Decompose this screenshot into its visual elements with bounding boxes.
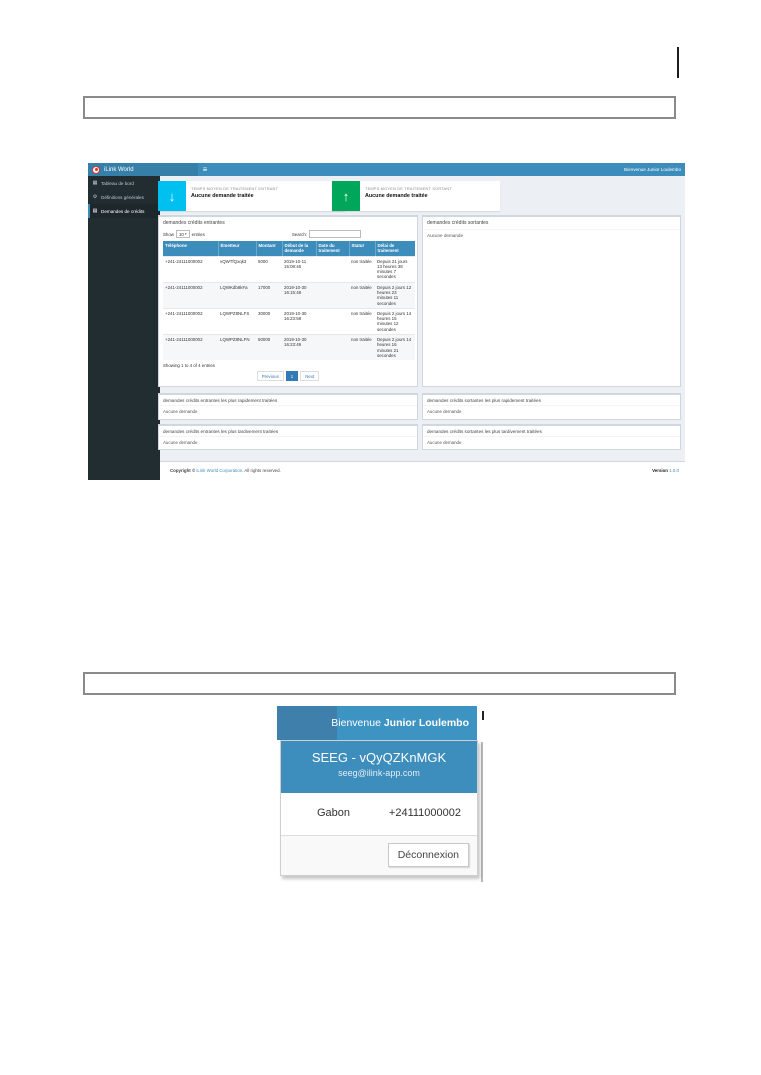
welcome-prefix: Bienvenue: [331, 717, 384, 729]
sidebar-item-label: Demandes de crédits: [101, 208, 145, 214]
account-country: Gabon: [317, 807, 351, 819]
gear-icon: ⚙: [92, 194, 98, 200]
outgoing-requests-panel: [422, 215, 681, 387]
cell-emitter: LQWKdb8kFa: [218, 282, 256, 308]
credit-card-icon: ▤: [92, 208, 98, 214]
cell-delay: Depuis 2 jours 14 heures 15 minutes 12 secondes: [375, 308, 415, 334]
show-label: Show: [163, 231, 174, 237]
col-header-date-traitement[interactable]: Date du traitement: [316, 241, 349, 256]
cell-emitter: LQWPZ8NLFS: [218, 308, 256, 334]
cell-processed: [316, 256, 349, 282]
cell-processed: [316, 334, 349, 360]
entries-length-control: [163, 230, 205, 238]
cell-status: non traitée: [349, 334, 375, 360]
col-header-debut[interactable]: Début de la demande: [282, 241, 316, 256]
panel-title: demandes crédits sortantes les plus rapidement traitées: [427, 397, 541, 403]
search-input[interactable]: [309, 230, 361, 238]
pagination-page-1[interactable]: 1: [286, 371, 298, 381]
card-value: Aucune demande traitée: [365, 192, 428, 199]
slowest-incoming-panel: [158, 424, 418, 450]
incoming-requests-panel: [158, 215, 418, 387]
cell-delay: Depuis 2 jours 12 heures 23 minutes 11 secondes: [375, 282, 415, 308]
col-header-emetteur[interactable]: Émetteur: [218, 241, 256, 256]
cell-phone: +241-24111000002: [163, 308, 218, 334]
col-header-montant[interactable]: Montant: [256, 241, 282, 256]
account-name: SEEG - vQyQZKnMGK: [311, 750, 447, 765]
col-header-delai[interactable]: Délai de traitement: [375, 241, 415, 256]
empty-message: Aucune demande: [159, 436, 417, 447]
account-body: [281, 793, 477, 835]
cell-amount: 17000: [256, 282, 282, 308]
fastest-outgoing-panel: [422, 393, 681, 420]
account-email: seeg@ilink-app.com: [338, 768, 420, 778]
col-header-telephone[interactable]: Téléphone: [163, 241, 218, 256]
up-arrow-icon: ↑: [332, 181, 360, 211]
cell-start: 2019-10-11 15:08:46: [282, 256, 316, 282]
sidebar-item-demandes-de-credits[interactable]: [88, 204, 160, 218]
caption-box-1: [83, 96, 676, 119]
version-text: [652, 468, 679, 473]
sidebar-item-label: Définitions générales: [101, 194, 144, 200]
brand-name: iLink World: [104, 166, 134, 173]
cell-start: 2019-10-30 16:23:58: [282, 308, 316, 334]
table-showing-info: Showing 1 to 4 of 4 entries: [163, 363, 215, 369]
dashboard-footer: [160, 461, 685, 480]
search-label: Search:: [291, 231, 307, 237]
cell-phone: +241-24111000002: [163, 256, 218, 282]
account-phone: +24111000002: [388, 807, 461, 819]
top-navbar: [88, 163, 685, 176]
cell-phone: +241-24111000002: [163, 282, 218, 308]
version-value: 1.0.0: [669, 468, 679, 473]
panel-title: demandes crédits entrantes les plus rapidement traitées: [163, 397, 278, 403]
version-label: Version: [652, 468, 668, 473]
caption-box-2: [83, 672, 676, 695]
sidebar-item-label: Tableau de bord: [101, 180, 134, 186]
empty-message: Aucune demande: [423, 229, 680, 241]
table-row[interactable]: [163, 282, 415, 308]
pagination-next-button[interactable]: Next: [300, 371, 319, 381]
navbar-welcome-text[interactable]: [331, 706, 469, 740]
cell-start: 2019-10-30 16:23:49: [282, 334, 316, 360]
table-row[interactable]: [163, 308, 415, 334]
panel-title: demandes crédits entrantes: [163, 220, 225, 226]
cell-emitter: LQWPZ8NLFN: [218, 334, 256, 360]
card-title: TEMPS MOYEN DE TRAITEMENT ENTRANT: [191, 186, 279, 191]
table-search-control: [292, 230, 361, 238]
table-row[interactable]: [163, 334, 415, 360]
fastest-incoming-panel: [158, 393, 418, 420]
sidebar-item-definitions-generales[interactable]: [88, 190, 160, 204]
cell-delay: Depuis 2 jours 14 heures 16 minutes 21 secondes: [375, 334, 415, 360]
dropdown-footer: [281, 835, 477, 876]
scrollbar-tick: [482, 711, 484, 720]
company-link[interactable]: iLink World Corporation: [196, 468, 243, 473]
cell-amount: 50000: [256, 334, 282, 360]
cell-processed: [316, 282, 349, 308]
entries-label: entries: [191, 231, 205, 237]
navbar-welcome-text[interactable]: Bienvenue Junior Loulembo: [624, 167, 681, 172]
cell-status: non traitée: [349, 282, 375, 308]
cell-delay: Depuis 21 jours 13 heures 38 minutes 7 secondes: [375, 256, 415, 282]
cell-amount: 5000: [256, 256, 282, 282]
outgoing-average-card: [332, 181, 500, 211]
cell-status: non traitée: [349, 256, 375, 282]
panel-title: demandes crédits sortantes les plus tardivement traitées: [427, 428, 542, 434]
welcome-user-name: Junior Loulembo: [383, 717, 469, 729]
copyright-text: [170, 468, 281, 473]
logout-button[interactable]: Déconnexion: [388, 843, 469, 867]
entries-select[interactable]: [176, 230, 190, 238]
user-menu-screenshot: [277, 706, 484, 884]
brand-logo-area[interactable]: [88, 163, 198, 176]
scrollbar-edge[interactable]: [481, 742, 483, 882]
cell-processed: [316, 308, 349, 334]
dashboard-icon: ▦: [92, 180, 98, 186]
copyright-suffix: . All rights reserved.: [242, 468, 281, 473]
cell-phone: +241-24111000002: [163, 334, 218, 360]
table-row[interactable]: [163, 256, 415, 282]
dashboard-screenshot: [88, 163, 685, 480]
slowest-outgoing-panel: [422, 424, 681, 450]
incoming-average-card: [158, 181, 345, 211]
sidebar-item-tableau-de-bord[interactable]: [88, 176, 160, 190]
entries-select-value: 10: [178, 231, 184, 237]
cell-amount: 30000: [256, 308, 282, 334]
user-menu-navbar: [277, 706, 477, 740]
cell-start: 2019-10-30 16:15:48: [282, 282, 316, 308]
cell-status: non traitée: [349, 308, 375, 334]
account-header: [281, 741, 477, 793]
copyright-prefix: Copyright ©: [170, 468, 197, 473]
col-header-statut[interactable]: Statut: [349, 241, 375, 256]
sidebar: [88, 176, 160, 480]
card-title: TEMPS MOYEN DE TRAITEMENT SORTANT: [365, 186, 452, 191]
panel-title: demandes crédits entrantes les plus tardivement traitées: [163, 428, 279, 434]
navbar-left-segment: [277, 706, 337, 740]
table-pagination: [159, 369, 417, 383]
chevron-down-icon: ▾: [184, 232, 187, 236]
incoming-requests-table: [163, 241, 416, 360]
empty-message: Aucune demande: [423, 436, 680, 447]
empty-message: Aucune demande: [159, 405, 417, 416]
empty-message: Aucune demande: [423, 405, 680, 416]
panel-title: demandes crédits sortantes: [427, 220, 489, 226]
page-margin-mark: [677, 47, 679, 78]
sidebar-toggle-icon[interactable]: ≡: [198, 163, 212, 176]
pagination-previous-button[interactable]: Previous: [257, 371, 284, 381]
user-dropdown-panel: [280, 740, 478, 876]
card-value: Aucune demande traitée: [191, 192, 254, 199]
ilink-logo-icon: [92, 166, 100, 174]
cell-emitter: vQWTfQxqk3: [218, 256, 256, 282]
down-arrow-icon: ↓: [158, 181, 186, 211]
